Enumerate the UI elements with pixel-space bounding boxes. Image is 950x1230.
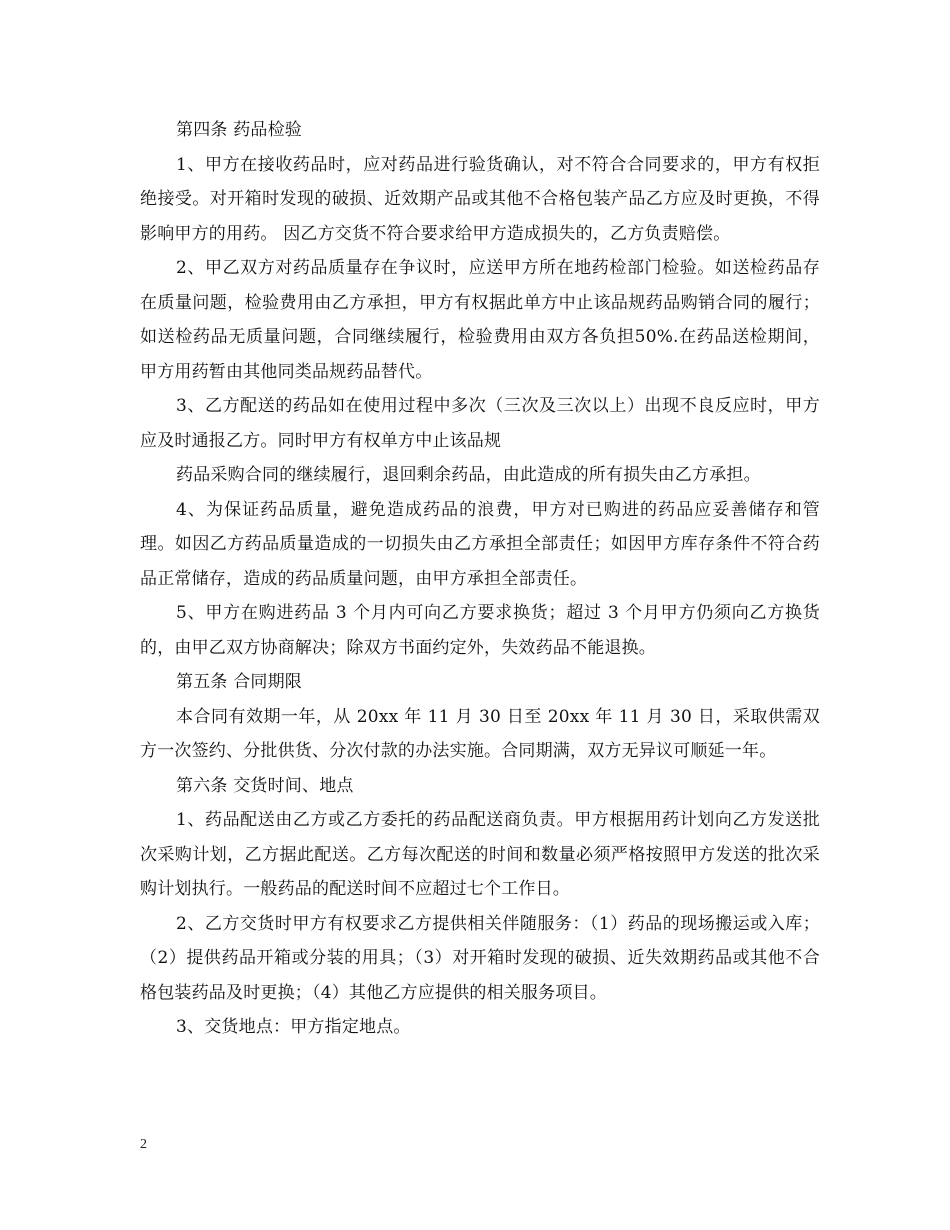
paragraph: 1、甲方在接收药品时，应对药品进行验货确认，对不符合合同要求的，甲方有权拒绝接受。对开箱时发现的破损、近效期产品或其他不合格包装产品乙方应及时更换，不得影响甲方的用药。 因乙方交货不符合要求给甲方造成损失的，乙方负责赔偿。 bbox=[140, 154, 820, 244]
paragraph: 3、交货地点：甲方指定地点。 bbox=[176, 1017, 411, 1037]
paragraph: 1、药品配送由乙方或乙方委托的药品配送商负责。甲方根据用药计划向乙方发送批次采购计划，乙方据此配送。乙方每次配送的时间和数量必须严格按照甲方发送的批次采购计划执行。一般药品的配送时间不应超过七个工作日。 bbox=[140, 810, 820, 899]
paragraph: 本合同有效期一年，从 20xx 年 11 月 30 日至 20xx 年 11 月 30 日，采取供需双方一次签约、分批供货、分次付款的办法实施。合同期满，双方无异议可顺延一年。 bbox=[140, 706, 820, 761]
paragraph: 4、为保证药品质量，避免造成药品的浪费，甲方对已购进的药品应妥善储存和管理。如因乙方药品质量造成的一切损失由乙方承担全部责任；如因甲方库存条件不符合药品正常储存，造成的药品质量问题，由甲方承担全部责任。 bbox=[140, 499, 820, 589]
section-heading-article-5: 第五条 合同期限 bbox=[176, 672, 303, 692]
document-body bbox=[140, 113, 820, 1045]
paragraph: 药品采购合同的继续履行，退回剩余药品，由此造成的所有损失由乙方承担。 bbox=[176, 465, 761, 485]
paragraph: 5、甲方在购进药品 3 个月内可向乙方要求换货；超过 3 个月甲方仍须向乙方换货的，由甲乙双方协商解决；除双方书面约定外，失效药品不能退换。 bbox=[140, 603, 820, 658]
paragraph: 3、乙方配送的药品如在使用过程中多次（三次及三次以上）出现不良反应时，甲方应及时通报乙方。同时甲方有权单方中止该品规 bbox=[140, 396, 820, 451]
section-heading-article-4: 第四条 药品检验 bbox=[176, 120, 303, 140]
page-number: 2 bbox=[140, 1137, 147, 1152]
section-heading-article-6: 第六条 交货时间、地点 bbox=[176, 775, 354, 796]
paragraph: 2、乙方交货时甲方有权要求乙方提供相关伴随服务：（1）药品的现场搬运或入库； （2）提供药品开箱或分装的用具；（3）对开箱时发现的破损、近失效期药品或其他不合格包装药品及时更换；（4）其他乙方应提供的相关服务项目。 bbox=[140, 913, 820, 1003]
paragraph: 2、甲乙双方对药品质量存在争议时，应送甲方所在地药检部门检验。如送检药品存在质量问题，检验费用由乙方承担，甲方有权据此单方中止该品规药品购销合同的履行；如送检药品无质量问题，合同继续履行，检验费用由双方各负担50%.在药品送检期间，甲方用药暂由其他同类品规药品替代。 bbox=[140, 258, 820, 382]
